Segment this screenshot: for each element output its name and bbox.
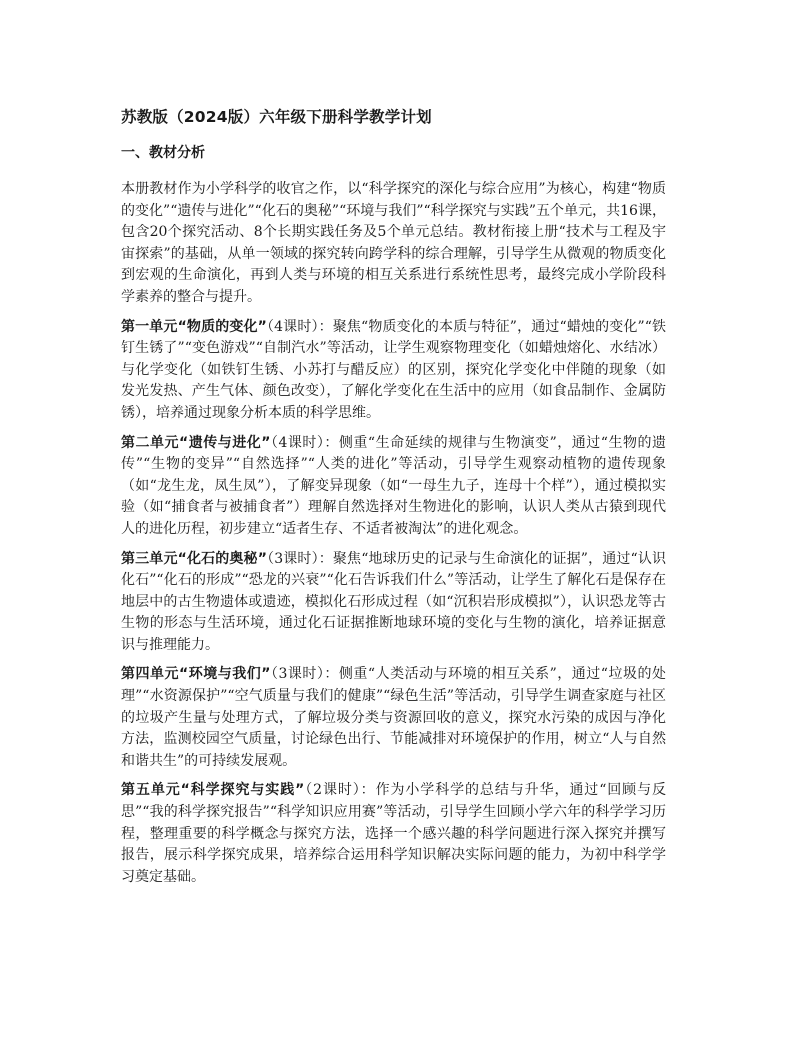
unit-paragraph-3: [121, 549, 666, 657]
unit-title: 第五单元“科学探究与实践”: [121, 782, 305, 799]
unit-paragraph-5: [121, 780, 666, 888]
unit-body: （4课时）：侧重“生命延续的规律与生物演变”，通过“生物的遗传”“生物的变异”“自然选择”“人类的进化”等活动，引导学生观察动植物的遗传现象（如“龙生龙，凤生凤”），了解变异现象（如“一母生九子，连母十个样”），通过模拟实验（如“捕食者与被捕食者”）理解自然选择对生物进化的影响，认识人类从古猿到现代人的进化历程，初步建立“适者生存、不适者被淘汰”的进化观念。: [121, 434, 666, 537]
unit-title: 第一单元“物质的变化”: [121, 318, 267, 335]
unit-paragraph-4: [121, 664, 666, 772]
unit-title: 第二单元“遗传与进化”: [121, 434, 271, 451]
unit-body: （3课时）：侧重“人类活动与环境的相互关系”，通过“垃圾的处理”“水资源保护”“空气质量与我们的健康”“绿色生活”等活动，引导学生调查家庭与社区的垃圾产生量与处理方式，了解垃圾分类与资源回收的意义，探究水污染的成因与净化方法，监测校园空气质量，讨论绿色出行、节能减排对环境保护的作用，树立“人与自然和谐共生”的可持续发展观。: [121, 666, 666, 769]
unit-paragraph-2: [121, 433, 666, 541]
intro-paragraph: 本册教材作为小学科学的收官之作，以“科学探究的深化与综合应用”为核心，构建“物质的变化”“遗传与进化”“化石的奥秘”“环境与我们”“科学探究与实践”五个单元，共16课，包含20个探究活动、8个长期实践任务及5个单元总结。教材衔接上册“技术与工程及宇宙探索”的基础，从单一领域的探究转向跨学科的综合理解，引导学生从微观的物质变化到宏观的生命演化，再到人类与环境的相互关系进行系统性思考，最终完成小学阶段科学素养的整合与提升。: [121, 181, 666, 305]
unit-body: （3课时）：聚焦“地球历史的记录与生命演化的证据”，通过“认识化石”“化石的形成”“恐龙的兴衰”“化石告诉我们什么”等活动，让学生了解化石是保存在地层中的古生物遗体或遗迹，模拟化石形成过程（如“沉积岩形成模拟”），认识恐龙等古生物的形态与生活环境，通过化石证据推断地球环境的变化与生物的演化，培养证据意识与推理能力。: [121, 550, 666, 653]
unit-paragraph-1: [121, 317, 666, 425]
unit-title: 第四单元“环境与我们”: [121, 666, 271, 683]
document-page: [121, 106, 666, 896]
unit-body: （4课时）：聚焦“物质变化的本质与特征”，通过“蜡烛的变化”“铁钉生锈了”“变色游戏”“自制汽水”等活动，让学生观察物理变化（如蜡烛熔化、水结冰）与化学变化（如铁钉生锈、小苏打与醋反应）的区别，探究化学变化中伴随的现象（如发光发热、产生气体、颜色改变），了解化学变化在生活中的应用（如食品制作、金属防锈），培养通过现象分析本质的科学思维。: [121, 318, 666, 421]
section-heading: 一、教材分析: [121, 145, 205, 161]
document-title: 苏教版（2024版）六年级下册科学教学计划: [121, 108, 432, 126]
unit-body: （2课时）：作为小学科学的总结与升华，通过“回顾与反思”“我的科学探究报告”“科学知识应用赛”等活动，引导学生回顾小学六年的科学学习历程，整理重要的科学概念与探究方法，选择一个感兴趣的科学问题进行深入探究并撰写报告，展示科学探究成果，培养综合运用科学知识解决实际问题的能力，为初中科学学习奠定基础。: [121, 782, 666, 885]
unit-title: 第三单元“化石的奥秘”: [121, 550, 267, 567]
